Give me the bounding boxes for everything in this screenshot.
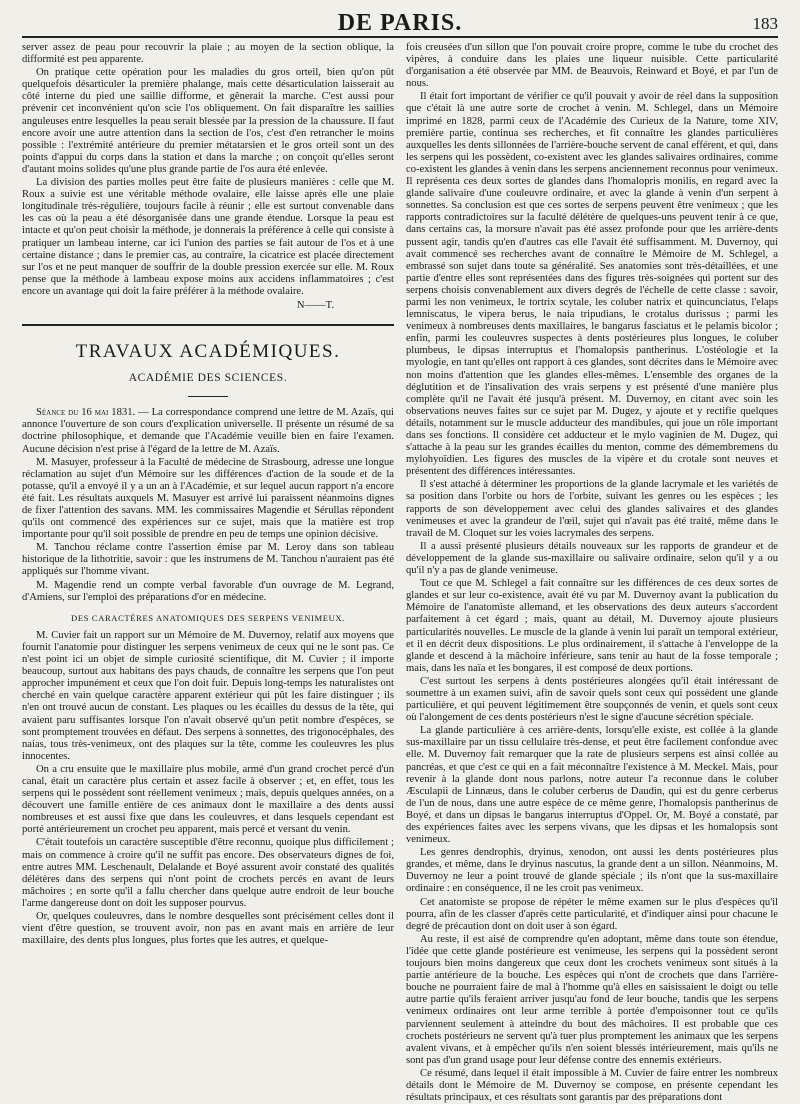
- left-column: [22, 42, 394, 1052]
- seance-label: Séance du 16 mai 1831.: [36, 407, 136, 419]
- paragraph: On a cru ensuite que le maxillaire plus mobile, armé d'un grand crochet percé d'un canal, était un caractère plus certain et assez facile à observer ; et, en effet, tous les serpens qui le possèdent sont réellement venimeux ; mais, depuis quelques années, on a découvert une famille entière de ces animaux dont le maxillaire a des dents aussi nombreuses et est aussi fixe que dans les couleuvres, et dans lesquels cependant est porté antérieurement un crochet peu apparent, mais percé et versant du venin.: [22, 763, 394, 836]
- paragraph: On pratique cette opération pour les maladies du gros orteil, bien qu'on pût quelquefois désarticuler la première phalange, mais cette désarticulation laisserait au côté interne du pied une saillie difforme, et gênerait la marche. C'est aussi pour prévenir cet inconvénient qu'on scie l'os obliquement. On fait disparaître les saillies anguleuses entre lesquelles la peau serait blessée par la pression de la chaussure. Il faut encore avoir une autre attention dans la section de l'os, c'est d'en retrancher le moins possible : l'extrémité antérieure du premier métatarsien et le gros orteil sont un des points d'appui du corps dans la station et dans la marche ; on conçoit qu'elles seront d'autant moins solides qu'une plus grande partie de l'os aura été enlevée.: [22, 67, 394, 175]
- paragraph: M. Tanchou réclame contre l'assertion émise par M. Leroy dans son tableau historique de la lithotritie, savoir : que les instrumens de M. Tanchou n'auraient pas été appliqués sur l'homme vivant.: [22, 542, 394, 578]
- subsection-title: ACADÉMIE DES SCIENCES.: [128, 372, 288, 385]
- short-divider: [188, 396, 228, 397]
- paragraph: La division des parties molles peut être faite de plusieurs manières : celle que M. Roux a suivie est une véritable méthode ovalaire, elle laisse après elle une plaie longitudinale très-régulière, toujours facile à réunir ; elle est surtout convenable dans les cas où la peau a été désorganisée dans une grande étendue. Lorsque la peau est intacte et qu'on peut choisir la méthode, je donnerais la préférence à celle qui consiste à pratiquer un lambeau interne, car ici l'union des parties se fait autour de l'os et à une certaine distance ; dans le premier cas, au contraire, la cicatrice est placée directement sur l'os et ne peut manquer de souffrir de la double pression exercée sur elle. M. Roux pense que la méthode à lambeau expose moins aux accidens inflammatoires ; c'est encore un avantage qui doit la faire préférer à la méthode ovalaire.: [22, 177, 394, 297]
- author-signature: N——T.: [296, 299, 334, 311]
- section-title: TRAVAUX ACADÉMIQUES.: [75, 341, 341, 363]
- paragraph: server assez de peau pour recouvrir la plaie ; au moyen de la section oblique, la difformité est peu apparente.: [22, 42, 394, 66]
- paragraph: [22, 407, 394, 455]
- paragraph: Les genres dendrophis, dryinus, xenodon, ont aussi les dents postérieures plus grandes, et même, dans le dryinus nascutus, la grande dent a un sillon. Néanmoins, M. Duvernoy ne leur a point trouvé de glande spéciale ; ils n'ont que la sus-maxillaire ordinaire : en conséquence, il ne les croit pas venimeux.: [406, 847, 778, 895]
- paragraph: Il a aussi présenté plusieurs détails nouveaux sur les rapports de grandeur et de développement de la glande sus-maxillaire ou salivaire ordinaire, selon qu'il y a ou qu'il n'y a pas de glande venimeuse.: [406, 540, 778, 577]
- paragraph: Cet anatomiste se propose de répéter le même examen sur le plus d'espèces qu'il pourra, afin de les classer d'après cette particularité, et d'indiquer ainsi pour chacune le degré de précaution dont on doit user à son égard.: [406, 896, 778, 932]
- paragraph: C'est surtout les serpens à dents postérieures alongées qu'il était intéressant de soumettre à un examen suivi, afin de savoir quels sont ceux qui possèdent une glande particulière, et qui peuvent légitimement être soupçonnés de venin, et quels sont ceux où l'alongement de ces dents postérieurs n'est le signe d'aucune sécrétion spéciale.: [406, 675, 778, 724]
- paragraph-text: — La correspondance comprend une lettre de M. Azaïs, qui annonce l'ouverture de son cours d'explication universelle. Il présente un résumé de sa doctrine philosophique, et demande que l'Académie veuille bien en faire l'examen. Aucune décision n'est prise à l'égard de la lettre de M. Azaïs.: [22, 407, 394, 455]
- paragraph: Au reste, il est aisé de comprendre qu'en adoptant, même dans toute son étendue, l'idée que cette glande postérieure est venimeuse, les serpens qui la possèdent seront toujours bien moins dangereux que ceux dont les crochets venimeux sont situés à la partie antérieure de la bouche. Les espèces qui n'ont de crochets que dans l'arrière-bouche ne pourraient faire de mal à l'homme qu'à elles en saisissaient le doigt ou telle autre partie qu'ils feraient arriver jusqu'au fond de leur bouche, tandis que les serpens venimeux ordinaires ont leur arme terrible à portée d'empoisonner tout ce qu'ils parviennent seulement à atteindre du bout des mâchoires. Il est probable que ces crochets postérieurs ne servent qu'à tuer plus promptement les animaux que les serpens avalent vivans, et à empêcher qu'ils n'en soient blessés intérieurement, mais qu'ils ne sont pas d'un grand usage pour leur défense contre des ennemis extérieurs.: [406, 933, 778, 1066]
- page-header: [22, 6, 778, 38]
- paragraph: fois creusées d'un sillon que l'on pouvait croire propre, comme le tube du crochet des vipères, à conduire dans les plaies une liqueur nuisible. Cette particularité d'organisation a été observée par MM. de Beauvois, Reinward et Boyé, et par l'un de nous.: [406, 42, 778, 90]
- page-title: DE PARIS.: [337, 10, 463, 36]
- paragraph: C'était toutefois un caractère susceptible d'être reconnu, quoique plus difficilement ; mais on commence à croire qu'il ne suffit pas encore. Des observateurs dignes de foi, entre autres MM. Leschenault, Delalande et Boyé assurent avoir constaté des qualités délétères dans des serpens qui n'ont point de crochets percés en avant de leurs mâchoires ; en sorte qu'il a fallu chercher dans quelque autre endroit de leur bouche l'arme dangereuse dont on doit les supposer pourvus.: [22, 837, 394, 909]
- paragraph: Tout ce que M. Schlegel a fait connaître sur les différences de ces deux sortes de glandes et sur leur co-existence, avait été vu par M. Duvernoy avant la publication du Mémoire de l'anatomiste allemand, et les observations des deux auteurs s'accordent parfaitement à cet égard ; mais, quant au détail, M. Duvernoy ajoute plusieurs particularités nouvelles. Le muscle de la glande à venin lui paraît un temporal extérieur, et il en décrit deux dispositions. Le plus ordinairement, il s'attache à l'enveloppe de la glande et descend à la mâchoire inférieure, sans tenir au haut de la fosse temporale ; mais, dans les naïa et les bongares, il est composé de deux portions.: [406, 578, 778, 674]
- paragraph: La glande particulière à ces arrière-dents, lorsqu'elle existe, est collée à la glande sus-maxillaire par un tissu cellulaire très-dense, et peut être facilement confondue avec elle. M. Duvernoy fait remarquer que la rate de plusieurs serpens est ainsi collée au pancréas, et que c'est ce qui en a fait méconnaître l'existence à M. Meckel. Mais, pour revenir à la glande dont nous parlons, notre auteur l'a reconnue dans le coluber Æsculapii de Linnæus, dans le coluber cerberus de Daudin, qui est du genre cerberus de l'un de nous, dans une autre espèce de ce même genre, l'homalopsis pantherinus de Boyé, et dans un dipsas le bangarus interruptus d'Oppel. Or, M. Boyé a constaté, par des expériences faites avec les serpens vivans, que les dipsas et les homalopsis sont venimeux.: [406, 725, 778, 846]
- section-divider: [22, 324, 394, 326]
- paragraph: M. Masuyer, professeur à la Faculté de médecine de Strasbourg, adresse une longue réclamation au sujet d'un Mémoire sur les différences d'action de la soude et de la potasse, qu'il a envoyé il y a un an à l'Académie, et sur lequel aucun rapport n'a encore été fait. Les résultats auxquels M. Masuyer est arrivé lui paraissent néanmoins dignes de fixer l'attention des savans. MM. les commissaires Magendie et Sérullas répondent qu'ils ont commencé des expériences sur ce sujet, mais que la matière est trop importante pour qu'il soit possible de prendre en peu de temps une opinion décisive.: [22, 456, 394, 541]
- paragraph: M. Cuvier fait un rapport sur un Mémoire de M. Duvernoy, relatif aux moyens que fournit l'anatomie pour distinguer les serpens venimeux de ceux qui ne le sont pas. Ce n'est point ici un objet de simple curiosité scientifique, dit M. Cuvier ; il importe beaucoup, surtout aux habitans des pays chauds, de connaître les serpens que l'on peut approcher impunément et ceux que l'on doit fuir. Depuis long-temps les naturalistes ont cherché en vain quelque caractère apparent extérieur qui pût les faire distinguer ; ils n'en ont trouvé aucun de constant. Les plaques ou les écailles du dessus de la tête, qui avaient paru suffisantes lorsque l'on n'avait observé qu'un petit nombre d'espèces, se sont promptement trouvées en défaut. Des serpens à sonnettes, des trigonocéphales, des naias, tous très-venimeux, ont des plaques sur la tête, comme les couleuvres les plus innocentes.: [22, 629, 394, 762]
- paragraph: Il s'est attaché à déterminer les proportions de la glande lacrymale et les variétés de sa position dans l'orbite ou hors de l'orbite, suivant les genres ou les espèces ; les rapports de son développement avec celui des glandes salivaires et des glandes venimeuses et avec la grandeur de l'œil, sujet qui n'avait pas été traité, même dans le travail de M. Cloquet sur les voies lacrymales des serpens.: [406, 479, 778, 539]
- article-heading: DES CARACTÈRES ANATOMIQUES DES SERPENS VENIMEUX.: [71, 612, 345, 623]
- page-number: 183: [752, 14, 778, 33]
- paragraph: Ce résumé, dans lequel il était impossible à M. Cuvier de faire entrer les nombreux détails dont le Mémoire de M. Duvernoy se compose, en présente cependant les résultats principaux, et ces résultats sont garantis par des préparations dont: [406, 1067, 778, 1104]
- right-column: [406, 42, 778, 1104]
- paragraph: Or, quelques couleuvres, dans le nombre desquelles sont précisément celles dont il vient d'être question, se trouvent avoir, non pas en avant mais en arrière de leur maxillaire, des dents plus longues, plus fortes que les autres, et quelque-: [22, 911, 394, 947]
- paragraph: M. Magendie rend un compte verbal favorable d'un ouvrage de M. Legrand, d'Amiens, sur l'emploi des préparations d'or en médecine.: [22, 579, 394, 603]
- paragraph: Il était fort important de vérifier ce qu'il pouvait y avoir de réel dans la supposition que c'était là une autre sorte de crochet à venin. M. Schlegel, dans un Mémoire imprimé en 1828, parmi ceux de l'Académie des Curieux de la Nature, tome XIV, première partie, continua ses recherches, et fit connaître les glandes particulières auxquelles les dents sillonnées de l'arrière-bouche servent de canal efférent, et qui, dans les serpens qui les possèdent, co-existent avec les glandes salivaires ordinaires, comme co-existent les glandes à venin dans les serpens anciennement reconnus pour venimeux. Il représenta ces deux sortes de glandes dans l'homalopris monilis, en regard avec la glande salivaire d'une couleuvre ordinaire, et avec la glande à venin d'un serpent à sonnettes. Sa conclusion est que ces sortes de serpens peuvent être venimeux ; que les rapports contradictoires sur la faculté délétère de quelques-uns peuvent tenir à ce que, dans certains cas, la morsure n'avait pas été assez profonde pour que les arrière-dents pussent agir, tandis qu'en d'autres cas elle l'avait été suffisamment. M. Duvernoy, qui avait commencé ses recherches avant de connaître le Mémoire de M. Schlegel, a embrassé son sujet dans toute sa généralité. Ses anatomies sont très-détaillées, et une partie d'entre elles sont représentées dans des figures très-soignées qui portent sur des serpens choisis convenablement aux divers degrés de l'échelle de cette classe : savoir, parmi les non venimeux, le tortrix scytale, les coluber natrix et quincunciatus, l'elaps lemniscatus, le vipera berus, le naia tripudians, le crotalus durissus ; parmi les venimeux à nombreuses dents maxillaires, le bangarus fasciatus et le pelamis bicolor ; enfin, parmi les couleuvres suspectes à dents postérieures plus longues, le coluber plumbeus, le dipsas interruptus et l'homalopsis pantherinus. L'ostéologie et la myologie, en tant qu'elles ont rapport à ces glandes, sont décrites dans le Mémoire avec non moins d'attention que les glandes elles-mêmes. L'ensemble des organes de la déglutition et de l'insalivation des vrais serpens y est présenté d'une manière plus complète qu'il ne l'avait été jusqu'à présent. M. Duvernoy, en citant avec soin les observations neuves faites sur ce sujet par M. Dugez, y ajoute et y rectifie quelques détails, notamment sur le muscle adducteur des mandibules, qui joue un rôle important dans ses fonctions. Il considère cet adducteur et le mylo vaginien de M. Dugez, qui s'attache à la peau sur les grandes écailles du menton, comme des démembremens du mylohyoïdien. Les figures des muscles de la vipère et du crotale sont neuves et présentent des différences intéressantes.: [406, 91, 778, 478]
